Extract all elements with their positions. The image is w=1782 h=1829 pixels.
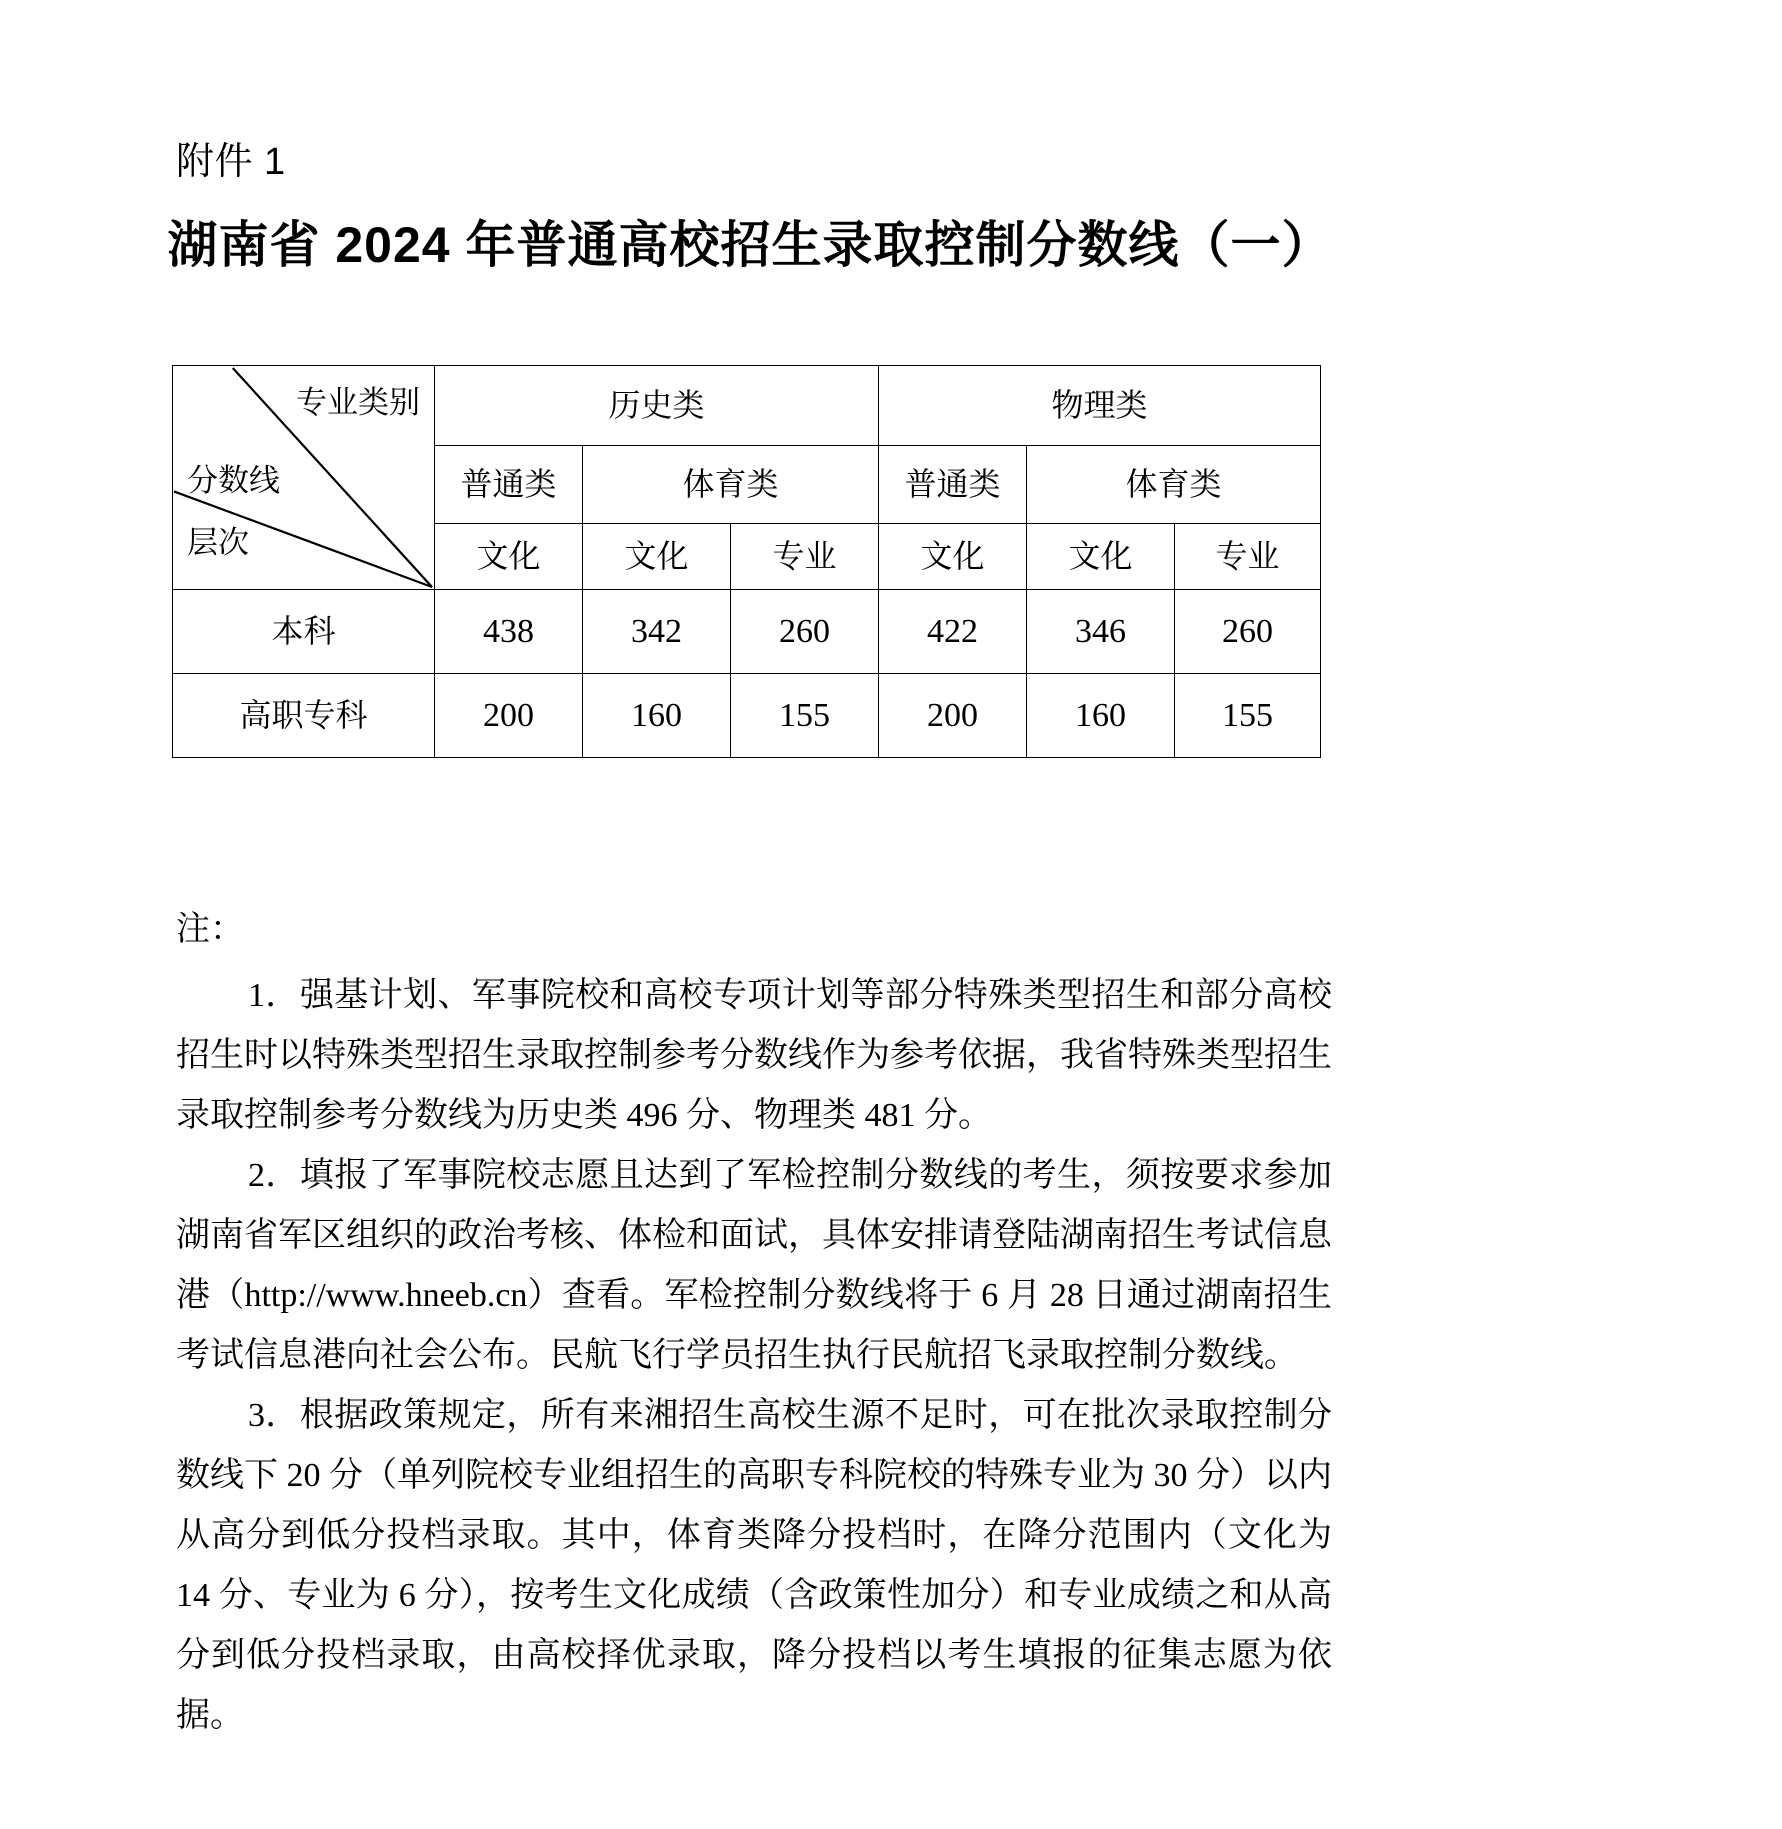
cell-value: 346 bbox=[1027, 590, 1175, 674]
corner-label-score-line: 分数线 bbox=[187, 463, 280, 498]
cell-value: 422 bbox=[879, 590, 1027, 674]
group-header-physics: 物理类 bbox=[879, 366, 1321, 446]
sub-header-history-general: 普通类 bbox=[435, 446, 583, 524]
row-tier-label: 本科 bbox=[173, 590, 435, 674]
corner-label-tier: 层次 bbox=[187, 525, 249, 560]
score-line-table-container bbox=[172, 365, 1320, 758]
sub-header-physics-general: 普通类 bbox=[879, 446, 1027, 524]
table-header-row-category bbox=[173, 366, 1321, 446]
cell-value: 200 bbox=[435, 674, 583, 758]
cell-value: 160 bbox=[583, 674, 731, 758]
cell-value: 260 bbox=[1175, 590, 1321, 674]
table-row bbox=[173, 674, 1321, 758]
cell-value: 342 bbox=[583, 590, 731, 674]
note-item-3: 3．根据政策规定，所有来湘招生高校生源不足时，可在批次录取控制分数线下 20 分（单列院校专业组招生的高职专科院校的特殊专业为 30 分）以内从高分到低分投档录取。其中，体育类降分投档时，在降分范围内（文化为 14 分、专业为 6 分），按考生文化成绩（含政策性加分）和专业成绩之和从高分到低分投档录取，由高校择优录取，降分投档以考生填报的征集志愿为依据。 bbox=[176, 1397, 1332, 1734]
corner-label-major-category: 专业类别 bbox=[296, 385, 420, 420]
note-item-2: 2．填报了军事院校志愿且达到了军检控制分数线的考生，须按要求参加湖南省军区组织的政治考核、体检和面试，具体安排请登陆湖南招生考试信息港（http://www.hneeb.cn）查看。军检控制分数线将于 6 月 28 日通过湖南招生考试信息港向社会公布。民航飞行学员招生执行民航招飞录取控制分数线。 bbox=[176, 1157, 1332, 1374]
row-tier-label: 高职专科 bbox=[173, 674, 435, 758]
metric-header-0: 文化 bbox=[435, 524, 583, 590]
cell-value: 260 bbox=[731, 590, 879, 674]
cell-value: 438 bbox=[435, 590, 583, 674]
note-item-1: 1．强基计划、军事院校和高校专项计划等部分特殊类型招生和部分高校招生时以特殊类型招生录取控制参考分数线作为参考依据，我省特殊类型招生录取控制参考分数线为历史类 496 分、物理类 481 分。 bbox=[176, 977, 1332, 1134]
score-line-table bbox=[172, 365, 1321, 758]
cell-value: 155 bbox=[1175, 674, 1321, 758]
cell-value: 155 bbox=[731, 674, 879, 758]
sub-header-history-sports: 体育类 bbox=[583, 446, 879, 524]
group-header-history: 历史类 bbox=[435, 366, 879, 446]
page-title: 湖南省 2024 年普通高校招生录取控制分数线（一） bbox=[167, 217, 1333, 273]
metric-header-3: 文化 bbox=[879, 524, 1027, 590]
cell-value: 160 bbox=[1027, 674, 1175, 758]
metric-header-5: 专业 bbox=[1175, 524, 1321, 590]
cell-value: 200 bbox=[879, 674, 1027, 758]
metric-header-2: 专业 bbox=[731, 524, 879, 590]
metric-header-1: 文化 bbox=[583, 524, 731, 590]
notes-heading: 注： bbox=[176, 911, 244, 948]
metric-header-4: 文化 bbox=[1027, 524, 1175, 590]
notes-section bbox=[176, 900, 1332, 1746]
table-corner-diagonal-cell bbox=[173, 366, 435, 590]
sub-header-physics-sports: 体育类 bbox=[1027, 446, 1321, 524]
table-row bbox=[173, 590, 1321, 674]
attachment-label: 附件 1 bbox=[176, 141, 286, 183]
